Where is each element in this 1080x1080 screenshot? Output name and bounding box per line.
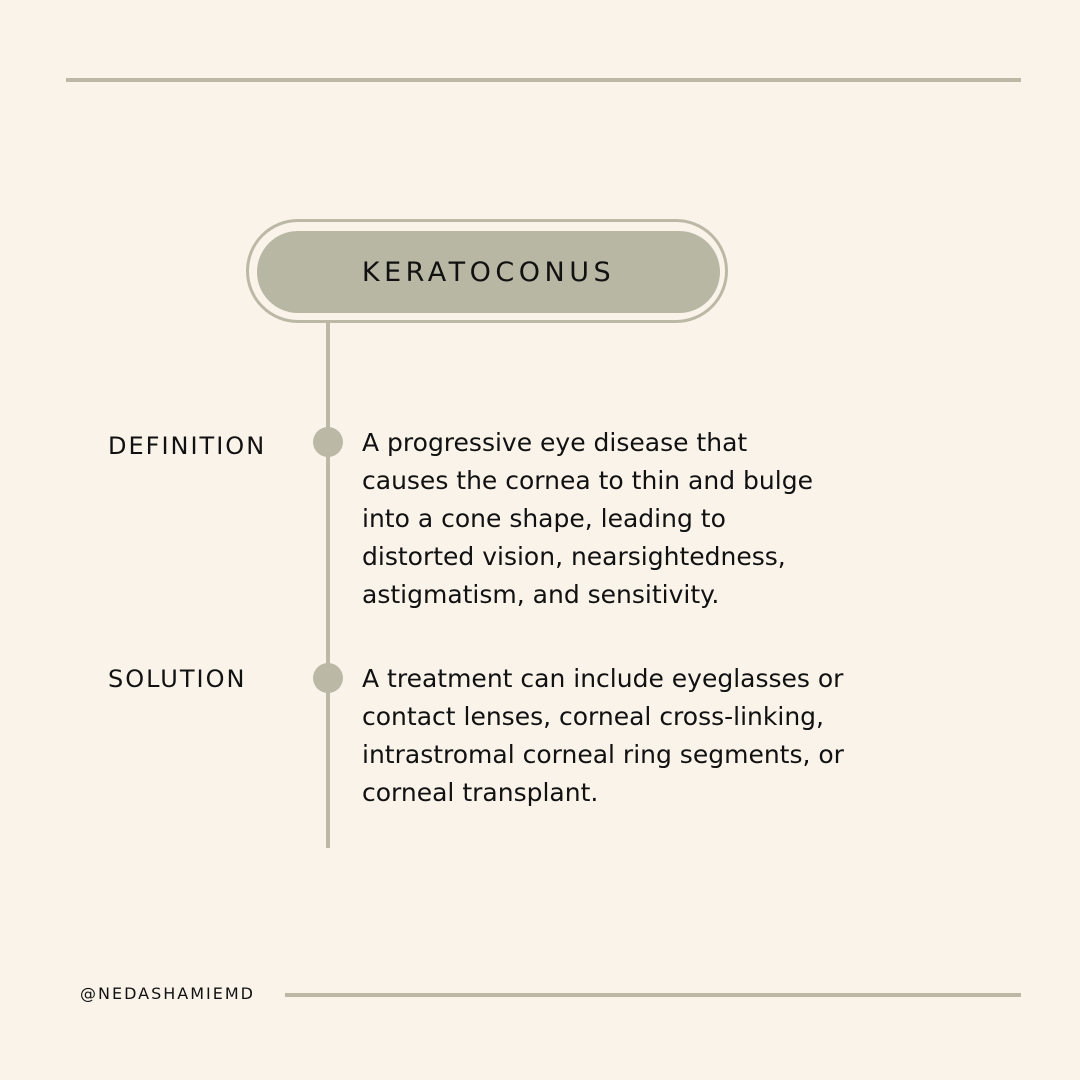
section-text-definition: A progressive eye disease that causes the cornea to thin and bulge into a cone shape, leading to distorted vision, nearsightedness, astigmatism, and sensitivity. [362,428,813,609]
author-handle: @NEDASHAMIEMD [80,984,255,1003]
timeline-dot-definition [313,427,343,457]
timeline-dot-solution [313,663,343,693]
section-label-definition: DEFINITION [108,432,267,460]
top-divider [66,78,1021,82]
timeline-line [326,322,330,848]
section-text-solution: A treatment can include eyeglasses or contact lenses, corneal cross-linking, intrastromal corneal ring segments, or corneal transplant. [362,664,844,807]
page-title: KERATOCONUS [361,256,616,288]
bottom-divider [285,993,1021,997]
title-pill [257,231,720,313]
section-label-solution: SOLUTION [108,665,247,693]
